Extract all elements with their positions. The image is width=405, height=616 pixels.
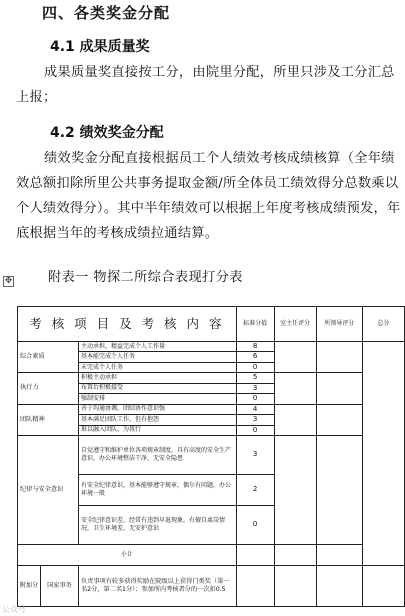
table-caption: 附表一 物探二所综合表现打分表 bbox=[48, 270, 243, 285]
self-score-cell[interactable] bbox=[274, 404, 316, 435]
self-score-cell[interactable] bbox=[274, 342, 316, 373]
item-text: 善于沟通协调，团结协作意识强 bbox=[78, 404, 236, 414]
subtotal-standard-cell[interactable] bbox=[236, 544, 274, 565]
leader-score-cell[interactable] bbox=[316, 342, 362, 373]
extra-label-mid: 国家事务 bbox=[47, 581, 72, 589]
item-score: 0 bbox=[236, 425, 274, 435]
group-name: 综合素质 bbox=[18, 342, 79, 373]
extra-total-cell[interactable] bbox=[362, 565, 404, 606]
item-text: 自觉遵守和维护单位各项规章制度，具有高度的安全生产意识，办公环境整洁干净，无安全隐患 bbox=[78, 435, 236, 474]
item-score: 8 bbox=[236, 342, 274, 352]
paragraph-performance-bonus: 绩效奖金分配直接根据员工个人绩效考核成绩核算（全年绩效总额扣除所里公共事务提取金额/所全体员工绩效得分总数乘以个人绩效得分）。其中半年绩效可以根据上年度考核成绩预发，年底根据当年的考核成绩拉通结算。 bbox=[16, 151, 401, 241]
item-text: 强制安排 bbox=[78, 394, 236, 404]
paragraph-quality-award: 成果质量奖直接按工分，由院里分配，所里只涉及工分汇总上报； bbox=[16, 65, 395, 105]
item-text: 有安全纪律意识，基本能够遵守规章，偶尔有问题，办公环境一般 bbox=[78, 474, 236, 505]
subsection-title-quality-award: 4.1 成果质量奖 bbox=[50, 39, 150, 55]
extra-text: 负责事项有较多获得奖励在院级以上获得门类奖（第一名2分，第二名1分）；参加所内考核者分的一次扣0.5 bbox=[78, 565, 236, 606]
leader-score-cell[interactable] bbox=[316, 373, 362, 404]
header-content: 考 核 项 目 及 考 核 内 容 bbox=[18, 307, 237, 342]
header-self: 室主任评分 bbox=[274, 307, 316, 342]
group-name: 团队精神 bbox=[18, 404, 79, 435]
item-score: 0 bbox=[236, 394, 274, 404]
item-text: 难以融入团队，为我行 bbox=[78, 425, 236, 435]
group-name: 执行力 bbox=[18, 373, 79, 404]
extra-label-cell bbox=[18, 565, 79, 606]
watermark: 公众号 bbox=[2, 605, 26, 614]
leader-score-cell[interactable] bbox=[316, 435, 362, 544]
item-score: 5 bbox=[236, 373, 274, 383]
table-move-handle-icon[interactable]: ✥ bbox=[4, 276, 13, 286]
extra-self-cell[interactable] bbox=[274, 565, 316, 606]
subtotal-leader-cell[interactable] bbox=[316, 544, 362, 565]
item-text: 安全纪律意识差，经常有违到早退现象，有擅自离岗情况，卫生环境差，无安护意识 bbox=[78, 505, 236, 544]
item-score: 6 bbox=[236, 352, 274, 362]
item-score: 2 bbox=[236, 474, 274, 505]
header-total: 总分 bbox=[362, 307, 404, 342]
item-score: 3 bbox=[236, 435, 274, 474]
extra-label-left: 附加分 bbox=[18, 566, 41, 606]
header-standard: 标准分值 bbox=[236, 307, 274, 342]
item-text: 未完成个人任务 bbox=[78, 362, 236, 372]
score-table bbox=[17, 306, 405, 607]
item-score: 4 bbox=[236, 404, 274, 414]
self-score-cell[interactable] bbox=[274, 373, 316, 404]
item-text: 主动承担，精益完成个人工作量 bbox=[78, 342, 236, 352]
item-text: 积极主动承担 bbox=[78, 373, 236, 383]
item-text: 布置后积极接受 bbox=[78, 383, 236, 393]
item-score: 3 bbox=[236, 415, 274, 425]
header-leader: 所领导评分 bbox=[316, 307, 362, 342]
extra-leader-cell[interactable] bbox=[316, 565, 362, 606]
self-score-cell[interactable] bbox=[274, 435, 316, 544]
subtotal-label: 小计 bbox=[18, 544, 237, 565]
item-score: 3 bbox=[236, 383, 274, 393]
item-text: 基本能完成个人任务 bbox=[78, 352, 236, 362]
section-heading: 四、各类奖金分配 bbox=[42, 4, 171, 22]
item-score: 0 bbox=[236, 362, 274, 372]
leader-score-cell[interactable] bbox=[316, 404, 362, 435]
subsection-title-performance-bonus: 4.2 绩效奖金分配 bbox=[50, 125, 164, 141]
group-name: 纪律与安全意识 bbox=[18, 435, 79, 544]
subtotal-self-cell[interactable] bbox=[274, 544, 316, 565]
item-score: 0 bbox=[236, 505, 274, 544]
total-score-cell[interactable] bbox=[362, 342, 404, 566]
item-text: 基本满足团队工作，但有抱怨 bbox=[78, 415, 236, 425]
extra-standard-cell[interactable] bbox=[236, 565, 274, 606]
